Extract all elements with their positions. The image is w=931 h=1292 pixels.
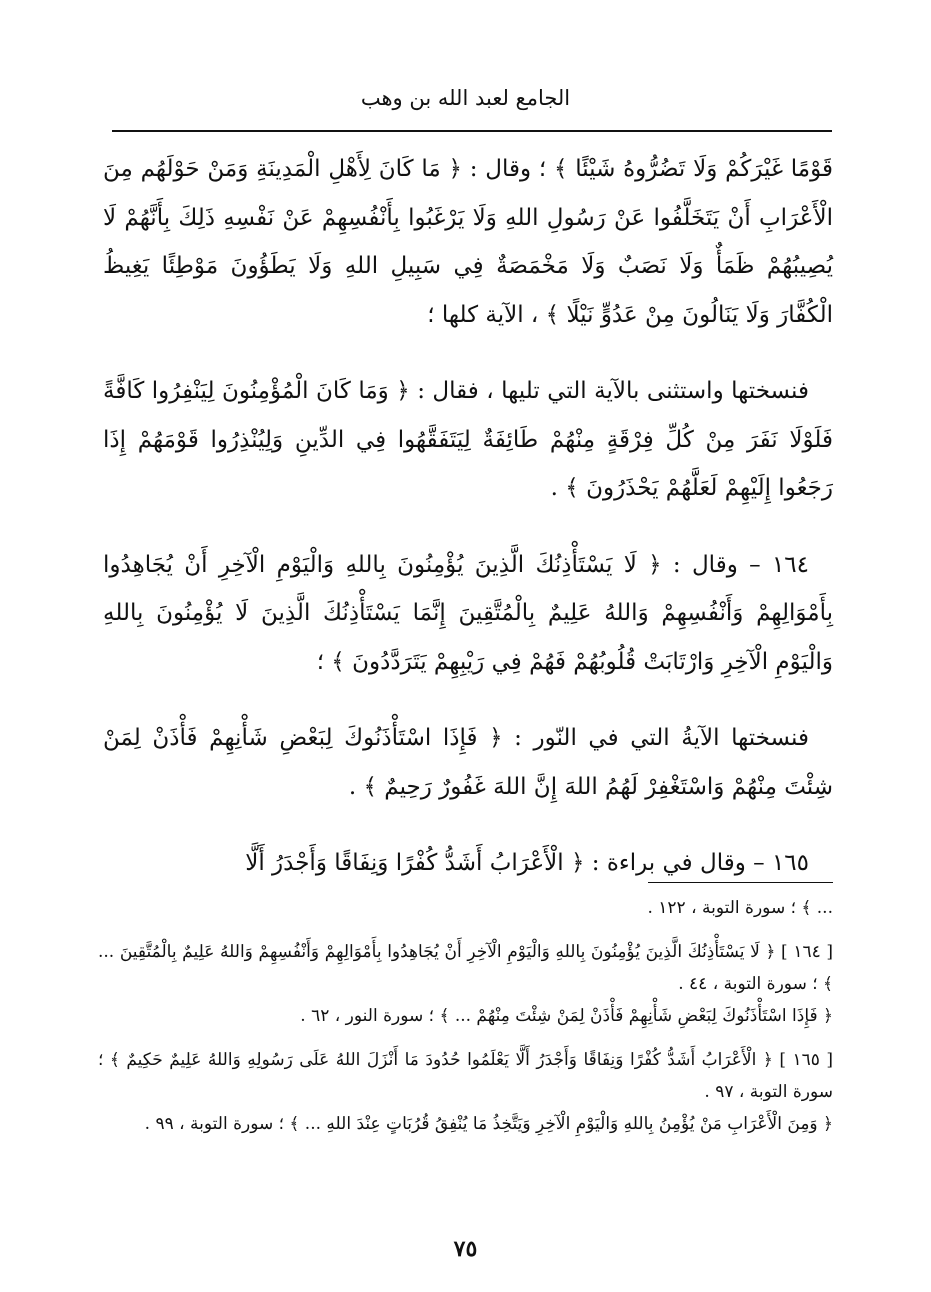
header-rule: [112, 130, 832, 132]
paragraph-5: ١٦٥ – وقال في براءة : ﴿ الْأَعْرَابُ أَشَدُّ كُفْرًا وَنِفَاقًا وَأَجْدَرُ أَلَّا: [245, 850, 809, 876]
page-number: ٧٥: [453, 1236, 478, 1262]
paragraph-2: فنسختها واستثنى بالآية التي تليها ، فقال : ﴿ وَمَا كَانَ الْمُؤْمِنُونَ لِيَنْفِرُوا كَافَّةً فَلَوْلَا نَفَرَ مِنْ كُلِّ فِرْقَةٍ مِنْهُمْ طَائِفَةٌ لِيَتَفَقَّهُوا فِي الدِّينِ وَلِيُنْذِرُوا قَوْمَهُمْ إِذَا رَجَعُوا إِلَيْهِمْ لَعَلَّهُمْ يَحْذَرُونَ ﴾ .: [103, 378, 833, 501]
paragraph-4: فنسختها الآيةُ التي في النّور : ﴿ فَإِذَا اسْتَأْذَنُوكَ لِبَعْضِ شَأْنِهِمْ فَأْذَنْ لِمَنْ شِئْتَ مِنْهُمْ وَاسْتَغْفِرْ لَهُمُ اللهَ إِنَّ اللهَ غَفُورٌ رَحِيمٌ ﴾ .: [103, 725, 833, 800]
footnote-3: ﴿ فَإِذَا اسْتَأْذَنُوكَ لِبَعْضِ شَأْنِهِمْ فَأْذَنْ لِمَنْ شِئْتَ مِنْهُمْ ... ﴾ ؛ سورة النور ، ٦٢ .: [300, 1006, 833, 1026]
footnote-rule: [648, 882, 833, 883]
footnote-4: [ ١٦٥ ] ﴿ الْأَعْرَابُ أَشَدُّ كُفْرًا وَنِفَاقًا وَأَجْدَرُ أَلَّا يَعْلَمُوا حُدُودَ مَا أَنْزَلَ اللهُ عَلَى رَسُولِهِ وَاللهُ عَلِيمٌ حَكِيمٌ ﴾ ؛ سورة التوبة ، ٩٧ .: [98, 1050, 833, 1102]
running-header: الجامع لعبد الله بن وهب: [360, 86, 571, 110]
main-text: [103, 145, 833, 916]
footnotes: [98, 892, 833, 1152]
footnote-2: [ ١٦٤ ] ﴿ لَا يَسْتَأْذِنُكَ الَّذِينَ يُؤْمِنُونَ بِاللهِ وَالْيَوْمِ الْآخِرِ أَنْ يُجَاهِدُوا بِأَمْوَالِهِمْ وَأَنْفُسِهِمْ وَاللهُ عَلِيمٌ بِالْمُتَّقِينَ ... ﴾ ؛ سورة التوبة ، ٤٤ .: [98, 942, 833, 994]
footnote-5: ﴿ وَمِنَ الْأَعْرَابِ مَنْ يُؤْمِنُ بِاللهِ وَالْيَوْمِ الْآخِرِ وَيَتَّخِذُ مَا يُنْفِقُ قُرُبَاتٍ عِنْدَ اللهِ ... ﴾ ؛ سورة التوبة ، ٩٩ .: [144, 1114, 833, 1134]
paragraph-3: ١٦٤ – وقال : ﴿ لَا يَسْتَأْذِنُكَ الَّذِينَ يُؤْمِنُونَ بِاللهِ وَالْيَوْمِ الْآخِرِ أَنْ يُجَاهِدُوا بِأَمْوَالِهِمْ وَأَنْفُسِهِمْ وَاللهُ عَلِيمٌ بِالْمُتَّقِينَ إِنَّمَا يَسْتَأْذِنُكَ الَّذِينَ لَا يُؤْمِنُونَ بِاللهِ وَالْيَوْمِ الْآخِرِ وَارْتَابَتْ قُلُوبُهُمْ فَهُمْ فِي رَيْبِهِمْ يَتَرَدَّدُونَ ﴾ ؛: [103, 551, 833, 675]
footnote-1: ... ﴾ ؛ سورة التوبة ، ١٢٢ .: [647, 898, 833, 918]
paragraph-1: قَوْمًا غَيْرَكُمْ وَلَا تَضُرُّوهُ شَيْئًا ﴾ ؛ وقال : ﴿ مَا كَانَ لِأَهْلِ الْمَدِينَةِ وَمَنْ حَوْلَهُم مِنَ الْأَعْرَابِ أَنْ يَتَخَلَّفُوا عَنْ رَسُولِ اللهِ وَلَا يَرْغَبُوا بِأَنْفُسِهِمْ عَنْ نَفْسِهِ ذَلِكَ بِأَنَّهُمْ لَا يُصِيبُهُمْ ظَمَأٌ وَلَا نَصَبٌ وَلَا مَخْمَصَةٌ فِي سَبِيلِ اللهِ وَلَا يَطَؤُونَ مَوْطِئًا يَغِيظُ الْكُفَّارَ وَلَا يَنَالُونَ مِنْ عَدُوٍّ نَيْلًا ﴾ ، الآية كلها ؛: [103, 156, 833, 328]
